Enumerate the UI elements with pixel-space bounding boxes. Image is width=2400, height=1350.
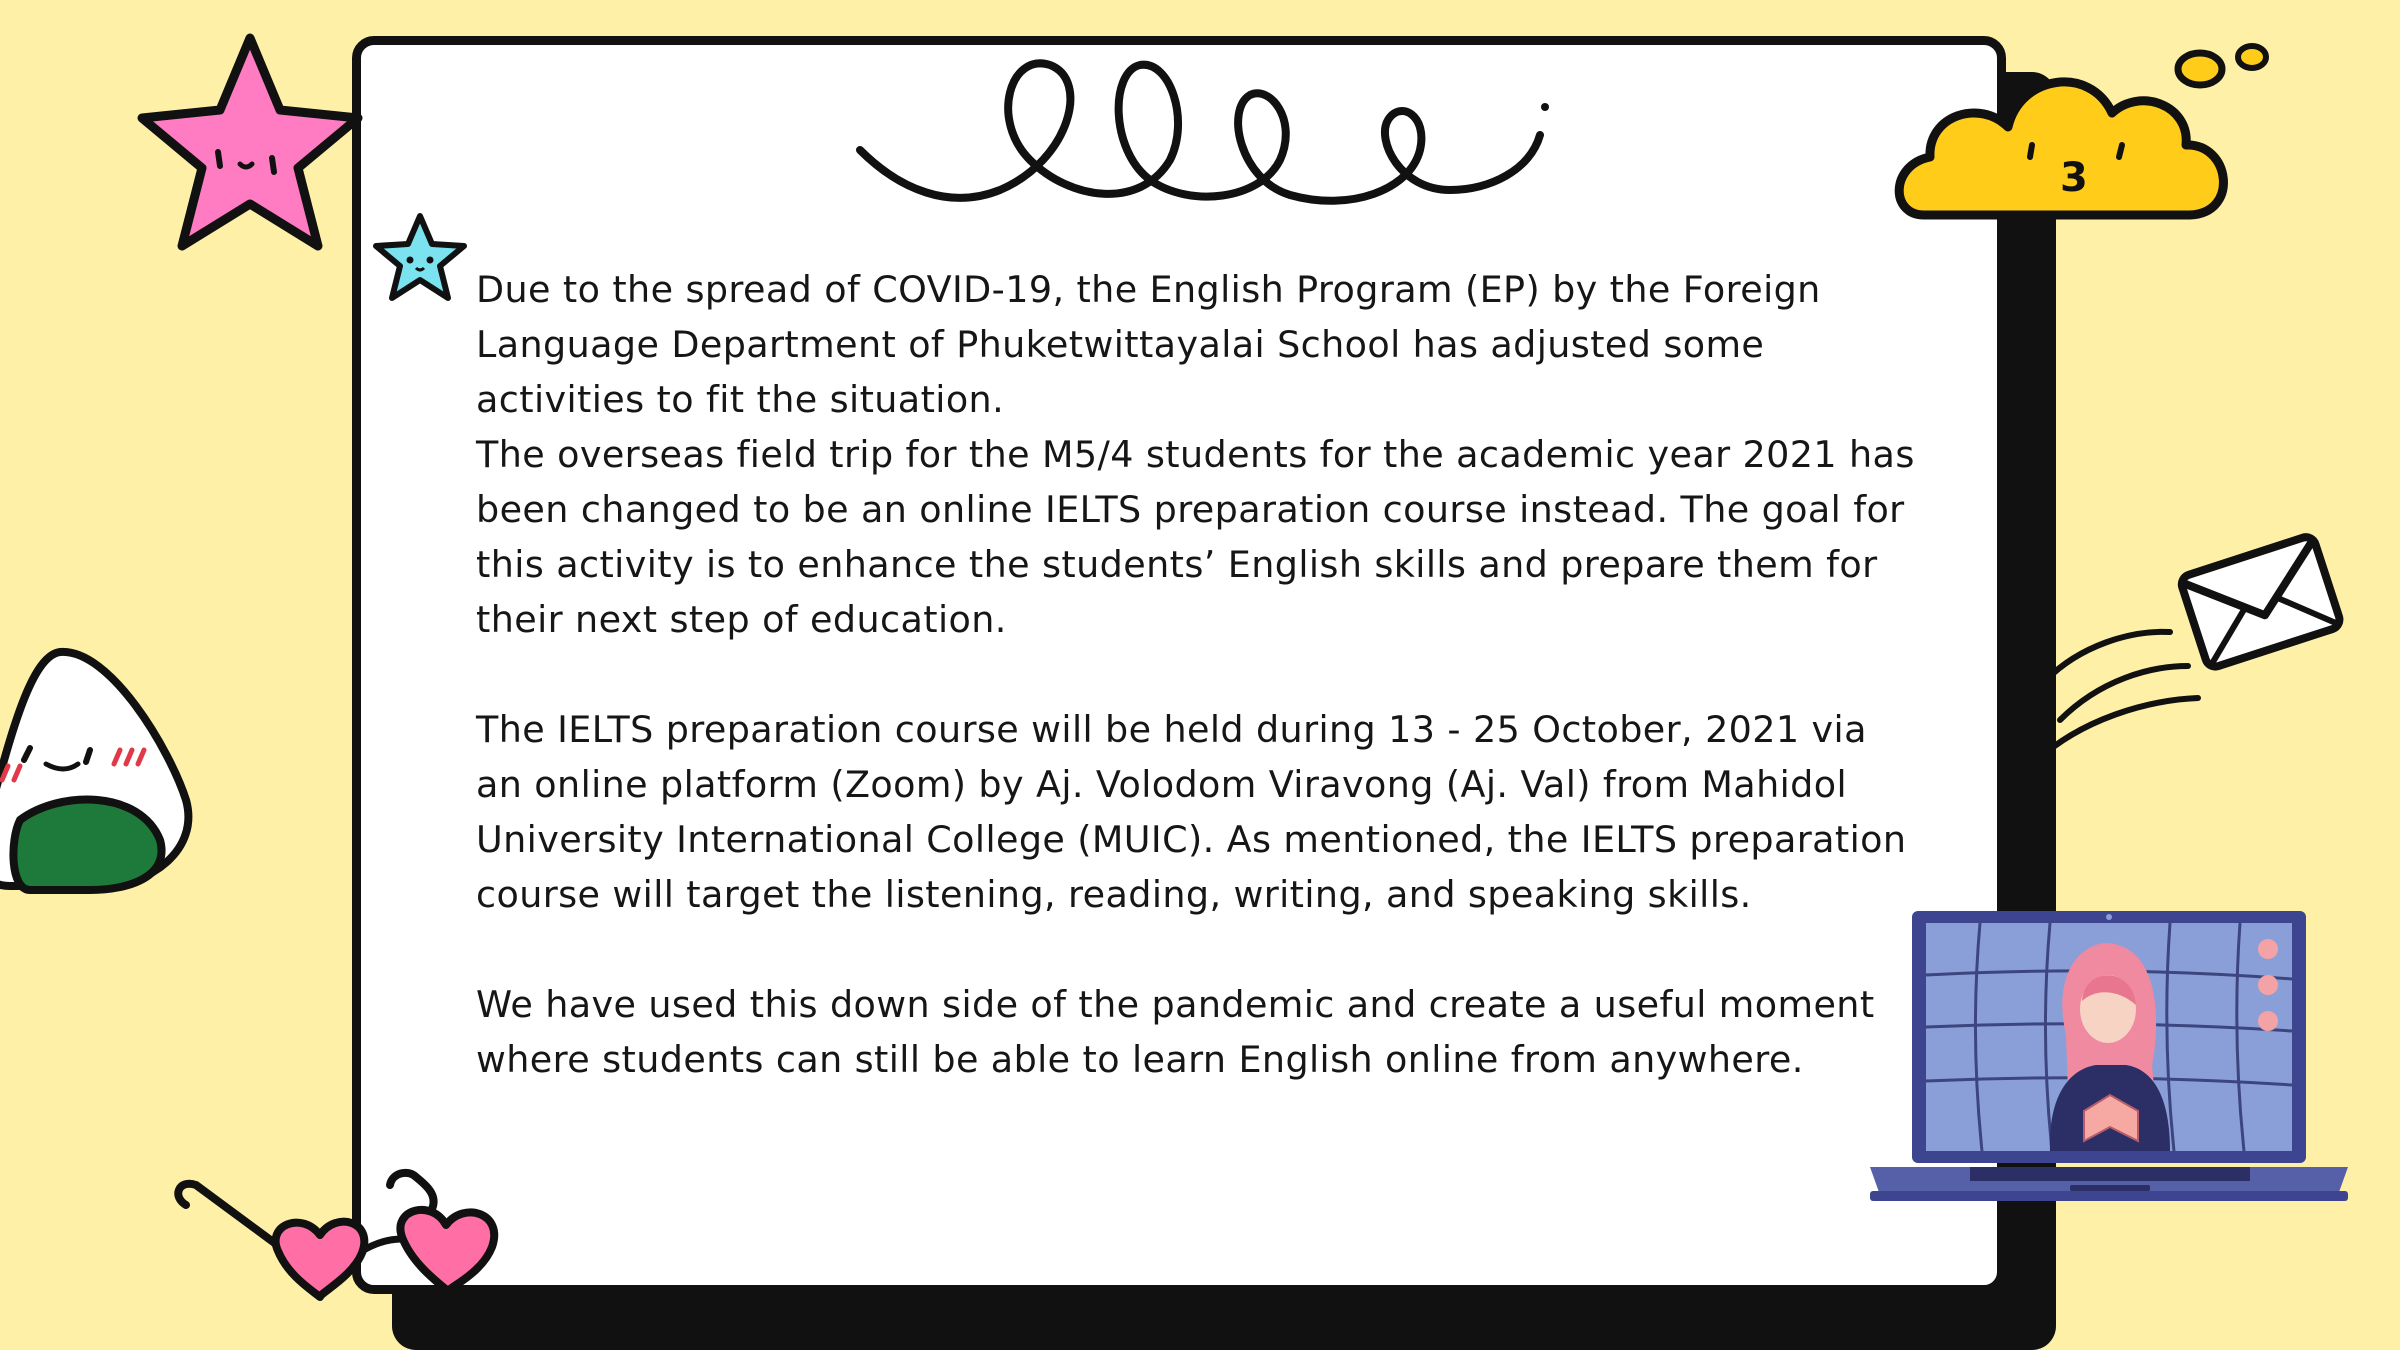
paragraph-covid-adjustment: Due to the spread of COVID-19, the English Program (EP) by the Foreign Language Department of Phuketwittayalai School has adjusted some activities to fit the situation.	[476, 268, 1821, 421]
paragraph-gap	[476, 647, 1916, 702]
cyan-star-icon	[372, 210, 472, 305]
laptop-video-call-icon	[1870, 905, 2355, 1215]
envelope-icon	[2020, 520, 2380, 780]
heart-glasses-icon	[170, 1155, 520, 1305]
announcement-text	[476, 262, 1916, 1087]
squiggle-icon	[840, 40, 1560, 230]
paragraph-gap	[476, 922, 1916, 977]
paragraph-field-trip-change: The overseas field trip for the M5/4 students for the academic year 2021 has been changed to be an online IELTS preparation course instead. The goal for this activity is to enhance the students’ English skills and prepare them for their next step of education.	[476, 433, 1915, 641]
onigiri-icon	[0, 640, 210, 900]
cloud-icon	[1890, 35, 2270, 235]
paragraph-course-details: The IELTS preparation course will be held during 13 - 25 October, 2021 via an online platform (Zoom) by Aj. Volodom Viravong (Aj. Val) from Mahidol University International College (MUIC). As mentioned, the IELTS preparation course will target the listening, reading, writing, and speaking skills.	[476, 708, 1907, 916]
paragraph-closing: We have used this down side of the pandemic and create a useful moment where students can still be able to learn English online from anywhere.	[476, 983, 1875, 1081]
cloud-mouth: 3	[2060, 155, 2088, 201]
pink-star-icon	[130, 30, 370, 260]
